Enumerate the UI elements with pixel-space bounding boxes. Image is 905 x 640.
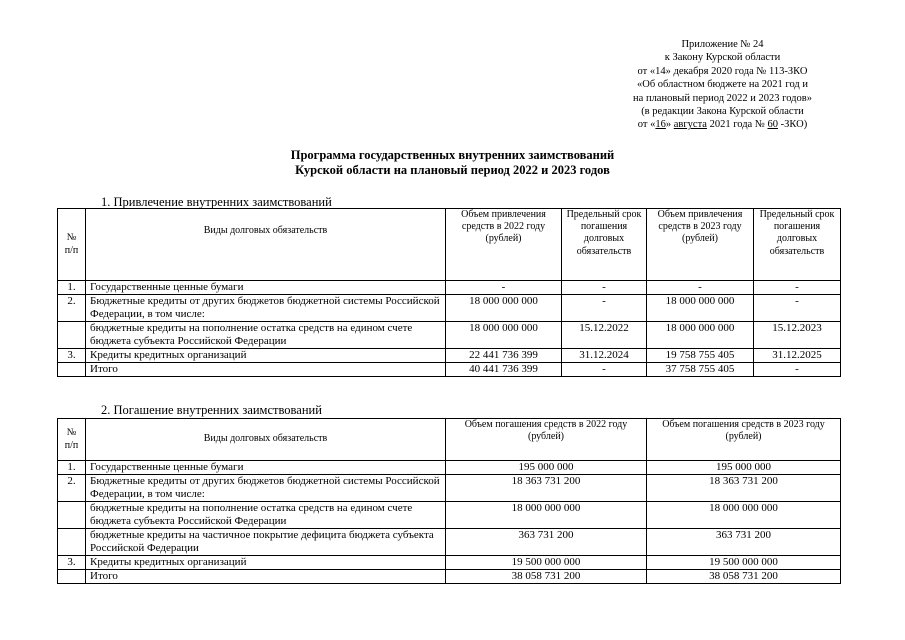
- amend-month: августа: [673, 119, 707, 131]
- row-t2022: 15.12.2022: [562, 322, 647, 349]
- row-v2022: 19 500 000 000: [446, 556, 647, 570]
- row-t2023: -: [754, 281, 841, 295]
- row-v2023: 19 758 755 405: [647, 349, 754, 363]
- amend-suffix: -ЗКО): [777, 119, 808, 131]
- row-v2023: 18 000 000 000: [647, 502, 841, 529]
- amend-day: 16: [655, 119, 666, 131]
- table-total-row: [58, 363, 841, 377]
- table-row: [58, 556, 841, 570]
- repayment-table: [57, 418, 841, 584]
- row-v2022: 18 000 000 000: [446, 295, 562, 322]
- row-v2023: 19 500 000 000: [647, 556, 841, 570]
- col-vol2022-header: Объем погашения средств в 2022 году (рублей): [446, 419, 647, 461]
- appendix-line: от «14» декабря 2020 года № 113-ЗКО: [637, 65, 808, 77]
- table-row: [58, 281, 841, 295]
- row-name: бюджетные кредиты на пополнение остатка средств на едином счете бюджета субъекта Российской Федерации: [86, 502, 446, 529]
- table-row: [58, 475, 841, 502]
- table-row: [58, 322, 841, 349]
- row-name: Итого: [86, 570, 446, 584]
- col-vol2022-header: Объем привлечения средств в 2022 году (рублей): [446, 209, 562, 281]
- row-num: [58, 502, 86, 529]
- row-name: бюджетные кредиты на частичное покрытие дефицита бюджета субъекта Российской Федерации: [86, 529, 446, 556]
- col-vol2023-header: Объем погашения средств в 2023 году (рублей): [647, 419, 841, 461]
- row-v2023: -: [647, 281, 754, 295]
- row-v2022: 195 000 000: [446, 461, 647, 475]
- appendix-line: (в редакции Закона Курской области: [641, 106, 804, 118]
- section2-title: 2. Погашение внутренних заимствований: [101, 403, 322, 417]
- section1-title: 1. Привлечение внутренних заимствований: [101, 195, 332, 209]
- col-type-header: Виды долговых обязательств: [86, 209, 446, 281]
- table-row: [58, 349, 841, 363]
- row-t2023: -: [754, 295, 841, 322]
- row-name: Государственные ценные бумаги: [86, 461, 446, 475]
- row-num: [58, 322, 86, 349]
- table-row: [58, 502, 841, 529]
- title-line-2: Курской области на плановый период 2022 и 2023 годов: [295, 163, 610, 177]
- row-v2022: 22 441 736 399: [446, 349, 562, 363]
- document-title: [0, 148, 905, 178]
- amend-prefix: от «: [637, 119, 656, 131]
- table-total-row: [58, 570, 841, 584]
- appendix-line: «Об областном бюджете на 2021 год и: [637, 79, 808, 91]
- appendix-line: Приложение № 24: [681, 39, 764, 50]
- row-num: 3.: [58, 556, 86, 570]
- col-num-header: № п/п: [58, 419, 86, 461]
- row-v2023: 37 758 755 405: [647, 363, 754, 377]
- table-row: [58, 461, 841, 475]
- row-t2023: 15.12.2023: [754, 322, 841, 349]
- row-v2022: 18 363 731 200: [446, 475, 647, 502]
- table-header-row: [58, 419, 841, 461]
- amend-mid: »: [665, 119, 674, 131]
- row-num: 2.: [58, 475, 86, 502]
- row-v2023: 38 058 731 200: [647, 570, 841, 584]
- appendix-header: [600, 38, 845, 132]
- row-name: Государственные ценные бумаги: [86, 281, 446, 295]
- row-name: Бюджетные кредиты от других бюджетов бюджетной системы Российской Федерации, в том числе:: [86, 295, 446, 322]
- col-vol2023-header: Объем привлечения средств в 2023 году (рублей): [647, 209, 754, 281]
- row-t2023: 31.12.2025: [754, 349, 841, 363]
- row-num: 1.: [58, 461, 86, 475]
- row-num: [58, 570, 86, 584]
- col-num-header: № п/п: [58, 209, 86, 281]
- row-v2023: 18 000 000 000: [647, 295, 754, 322]
- row-t2022: 31.12.2024: [562, 349, 647, 363]
- amend-year: 2021 года №: [706, 119, 768, 131]
- row-num: 1.: [58, 281, 86, 295]
- row-v2023: 195 000 000: [647, 461, 841, 475]
- row-v2022: 363 731 200: [446, 529, 647, 556]
- col-term2023-header: Предельный срок погашения долговых обязательств: [754, 209, 841, 281]
- amend-number: 60: [767, 119, 778, 131]
- table-row: [58, 529, 841, 556]
- row-name: Бюджетные кредиты от других бюджетов бюджетной системы Российской Федерации, в том числе:: [86, 475, 446, 502]
- row-v2023: 18 363 731 200: [647, 475, 841, 502]
- row-t2022: -: [562, 363, 647, 377]
- row-num: 3.: [58, 349, 86, 363]
- row-t2022: -: [562, 281, 647, 295]
- table-header-row: [58, 209, 841, 281]
- row-name: бюджетные кредиты на пополнение остатка средств на едином счете бюджета субъекта Российской Федерации: [86, 322, 446, 349]
- row-t2022: -: [562, 295, 647, 322]
- row-v2023: 18 000 000 000: [647, 322, 754, 349]
- appendix-amendment-line: [600, 118, 845, 131]
- borrowing-table: [57, 208, 841, 377]
- row-num: 2.: [58, 295, 86, 322]
- appendix-line: к Закону Курской области: [664, 52, 781, 64]
- row-name: Кредиты кредитных организаций: [86, 556, 446, 570]
- table-row: [58, 295, 841, 322]
- row-v2022: -: [446, 281, 562, 295]
- row-v2022: 40 441 736 399: [446, 363, 562, 377]
- title-line-1: Программа государственных внутренних заимствований: [290, 148, 615, 162]
- row-v2022: 18 000 000 000: [446, 502, 647, 529]
- col-term2022-header: Предельный срок погашения долговых обязательств: [562, 209, 647, 281]
- row-name: Итого: [86, 363, 446, 377]
- row-t2023: -: [754, 363, 841, 377]
- row-num: [58, 529, 86, 556]
- row-num: [58, 363, 86, 377]
- appendix-line: на плановый период 2022 и 2023 годов»: [633, 92, 812, 104]
- row-name: Кредиты кредитных организаций: [86, 349, 446, 363]
- row-v2022: 38 058 731 200: [446, 570, 647, 584]
- col-type-header: Виды долговых обязательств: [86, 419, 446, 461]
- row-v2023: 363 731 200: [647, 529, 841, 556]
- row-v2022: 18 000 000 000: [446, 322, 562, 349]
